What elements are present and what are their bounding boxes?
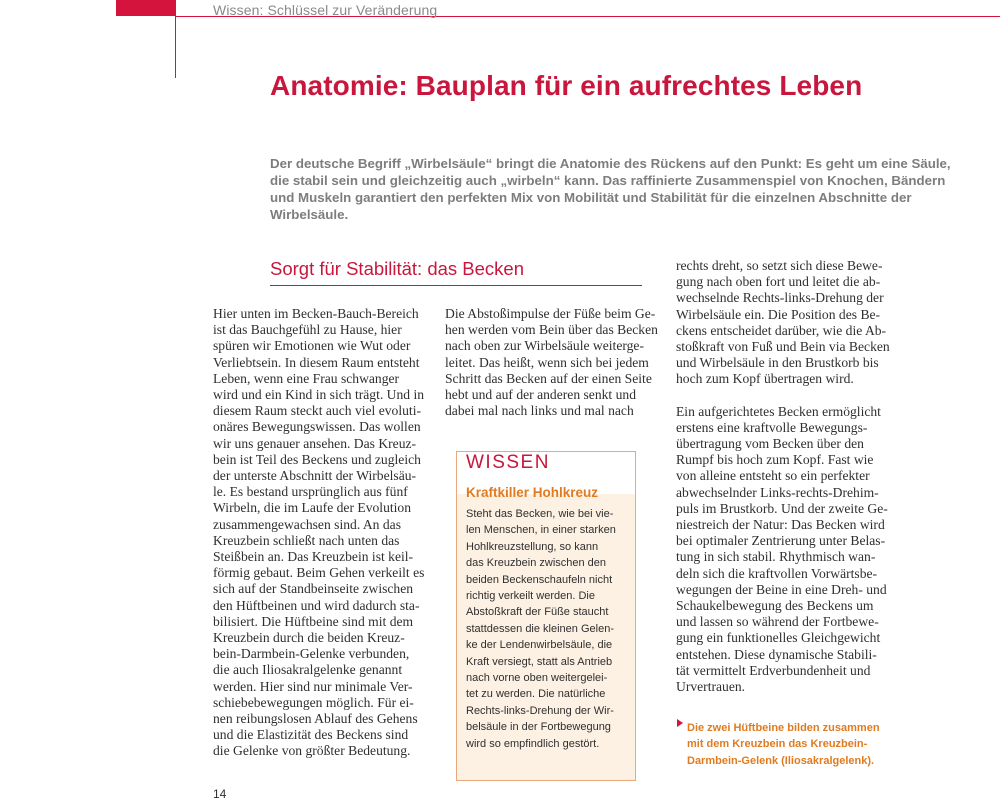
callout-line: mit dem Kreuzbein das Kreuzbein- (687, 738, 868, 751)
body-line: übertragung vom Becken über den (676, 436, 864, 452)
body-line: ckens entscheidet darüber, wie die Ab- (676, 322, 887, 338)
body-line: hebt und auf der anderen senkt und (445, 387, 637, 403)
body-line: wird und ein Kind in sich trägt. Und in (213, 387, 425, 403)
body-line: abwechselnder Links-rechts-Drehim- (676, 484, 879, 500)
body-line: von alleine entsteht so ein perfekter (676, 468, 870, 484)
body-line: erstens eine kraftvolle Bewegungs- (676, 419, 868, 435)
body-line: niestreich der Natur: Das Becken wird (676, 517, 885, 533)
body-line: Hier unten im Becken-Bauch-Bereich (213, 306, 419, 321)
body-line: den Hüftbeinen und wird dadurch sta- (213, 597, 420, 613)
body-line: Kreuzbein schließt nach unten das (213, 532, 400, 548)
section-title-rule (270, 285, 642, 286)
body-line: Wirbelsäule ein. Die Position des Be- (676, 306, 881, 322)
wissen-box-heading: Kraftkiller Hohlkreuz (466, 485, 599, 500)
body-line: bein-Darmbein-Gelenke verbunden, (213, 646, 410, 662)
body-line: leitet. Das heißt, wenn sich bei jedem (445, 354, 649, 370)
body-line: bei optimaler Zentrierung unter Belas- (676, 533, 886, 549)
wissen-line: Abstoßkraft der Füße staucht (466, 606, 609, 619)
body-line: Verliebtsein. In diesem Raum entsteht (213, 354, 420, 370)
wissen-line: wird so empfindlich gestört. (466, 737, 600, 750)
body-line: hen werden vom Bein über das Becken (445, 322, 658, 338)
body-line: le. Es bestand ursprünglich aus fünf (213, 484, 408, 500)
wissen-line: das Kreuzbein zwischen den (466, 557, 607, 570)
section-title: Sorgt für Stabilität: das Becken (270, 258, 524, 279)
callout-arrow-icon (677, 719, 683, 727)
body-line: wir uns genauer ansehen. Das Kreuz- (213, 435, 417, 451)
body-line: rechts dreht, so setzt sich diese Bewe- (676, 258, 883, 273)
body-line: schiebebewegungen möglich. Für ei- (213, 694, 414, 710)
body-line: wegungen der Beine in eine Dreh- und (676, 581, 887, 597)
wissen-box-text (466, 506, 631, 752)
body-line: hoch zum Kopf übertragen wird. (676, 371, 854, 387)
body-line: onäres Bewegungswissen. Das wollen (213, 419, 421, 435)
body-line: entstehen. Diese dynamische Stabili- (676, 646, 877, 662)
running-head: Wissen: Schlüssel zur Veränderung (213, 2, 438, 18)
intro-line: Wirbelsäule. (270, 207, 349, 222)
body-line: puls im Brustkorb. Und der zweite Ge- (676, 500, 888, 516)
body-line: die auch Iliosakralgelenke genannt (213, 662, 403, 678)
intro-line: Der deutsche Begriff „Wirbelsäule“ bringt die Anatomie des Rückens auf den Punkt: Es geht um eine Säule, (270, 156, 951, 171)
body-line: Schritt das Becken auf der einen Seite (445, 370, 652, 386)
header-vertical-rule (175, 16, 176, 78)
body-line: diesem Raum steckt auch viel evoluti- (213, 403, 422, 419)
body-line: nen reibungslosen Ablauf des Gehens (213, 711, 418, 727)
wissen-line: stattdessen die kleinen Gelen- (466, 622, 614, 635)
wissen-line: Steht das Becken, wie bei vie- (466, 508, 614, 520)
body-paragraph (676, 404, 890, 696)
wissen-line: Hohlkreuzstellung, so kann (466, 540, 599, 553)
body-line: zusammengewachsen sind. An das (213, 516, 402, 532)
body-column-3 (676, 258, 890, 695)
body-line: die Gelenke von größter Bedeutung. (213, 743, 411, 759)
body-line: bein ist Teil des Beckens und zugleich (213, 451, 421, 467)
body-line: wechselnde Rechts-links-Drehung der (676, 290, 884, 306)
body-line: ist das Bauchgefühl zu Hause, hier (213, 322, 402, 338)
wissen-line: ke der Lendenwirbelsäule, die (466, 639, 613, 652)
body-line: dabei mal nach links und mal nach (445, 403, 634, 419)
wissen-box-label: WISSEN (466, 452, 550, 473)
callout-note (687, 720, 887, 769)
wissen-line: tet zu werden. Die natürliche (466, 688, 606, 701)
body-paragraph (676, 258, 890, 388)
header-color-block (116, 0, 176, 16)
callout-line: Die zwei Hüftbeine bilden zusammen (687, 722, 880, 734)
wissen-line: richtig verkeilt werden. Die (466, 590, 595, 603)
body-line: deln sich die kraftvollen Vorwärtsbe- (676, 565, 878, 581)
intro-line: und Muskeln garantiert den perfekten Mix von Mobilität und Stabilität für die einzelnen Abschnitte der (270, 190, 912, 205)
body-column-2 (445, 306, 657, 419)
body-column-1 (213, 306, 435, 760)
body-line: der unterste Abschnitt der Wirbelsäu- (213, 468, 417, 484)
body-line: förmig gebaut. Beim Gehen verkeilt es (213, 565, 425, 581)
body-line: bilisiert. Die Hüftbeine sind mit dem (213, 613, 414, 629)
page-title: Anatomie: Bauplan für ein aufrechtes Leben (270, 70, 863, 101)
body-line: und Wirbelsäule in den Brustkorb bis (676, 355, 879, 371)
body-line: Rumpf bis hoch zum Kopf. Fast wie (676, 452, 874, 468)
body-line: tät vermittelt Erdverbundenheit und (676, 662, 871, 678)
wissen-line: belsäule in der Fortbewegung (466, 721, 611, 734)
body-line: Schaukelbewegung des Beckens um (676, 598, 874, 614)
body-line: Wirbeln, die im Laufe der Evolution (213, 500, 412, 516)
body-line: gung nach oben fort und leitet die ab- (676, 274, 881, 290)
wissen-line: Rechts-links-Drehung der Wir- (466, 704, 614, 717)
body-line: gung ein funktionelles Gleichgewicht (676, 630, 881, 646)
intro-line: die stabil sein und gleichzeitig auch „wirbeln“ kann. Das raffinierte Zusammenspiel von Knochen, Bändern (270, 173, 946, 188)
body-line: tung in sich stabil. Rhythmisch wan- (676, 549, 876, 565)
body-line: sich auf der Standbeinseite zwischen (213, 581, 414, 597)
body-line: Leben, wenn eine Frau schwanger (213, 370, 400, 386)
wissen-line: nach vorne oben weitergelei- (466, 672, 608, 685)
body-line: und lassen so während der Fortbewe- (676, 614, 879, 630)
wissen-line: Kraft versiegt, statt als Antrieb (466, 655, 613, 668)
body-line: Urvertrauen. (676, 679, 746, 695)
body-line: spüren wir Emotionen wie Wut oder (213, 338, 411, 354)
wissen-line: len Menschen, in einer starken (466, 524, 616, 537)
body-line: Steißbein an. Das Kreuzbein ist keil- (213, 549, 414, 565)
body-line: Die Abstoßimpulse der Füße beim Ge- (445, 306, 656, 321)
callout-line: Darmbein-Gelenk (Iliosakralgelenk). (687, 754, 875, 767)
body-line: und die Elastizität des Beckens sind (213, 727, 409, 743)
intro-paragraph (270, 155, 951, 223)
body-line: Ein aufgerichtetes Becken ermöglicht (676, 403, 881, 419)
body-line: nach oben zur Wirbelsäule weiterge- (445, 338, 644, 354)
body-line: Kreuzbein durch die beiden Kreuz- (213, 630, 405, 646)
body-line: werden. Hier sind nur minimale Ver- (213, 678, 413, 694)
page-number: 14 (213, 787, 227, 801)
body-line: stoßkraft von Fuß und Bein via Becken (676, 339, 890, 355)
wissen-line: beiden Beckenschaufeln nicht (466, 573, 613, 586)
